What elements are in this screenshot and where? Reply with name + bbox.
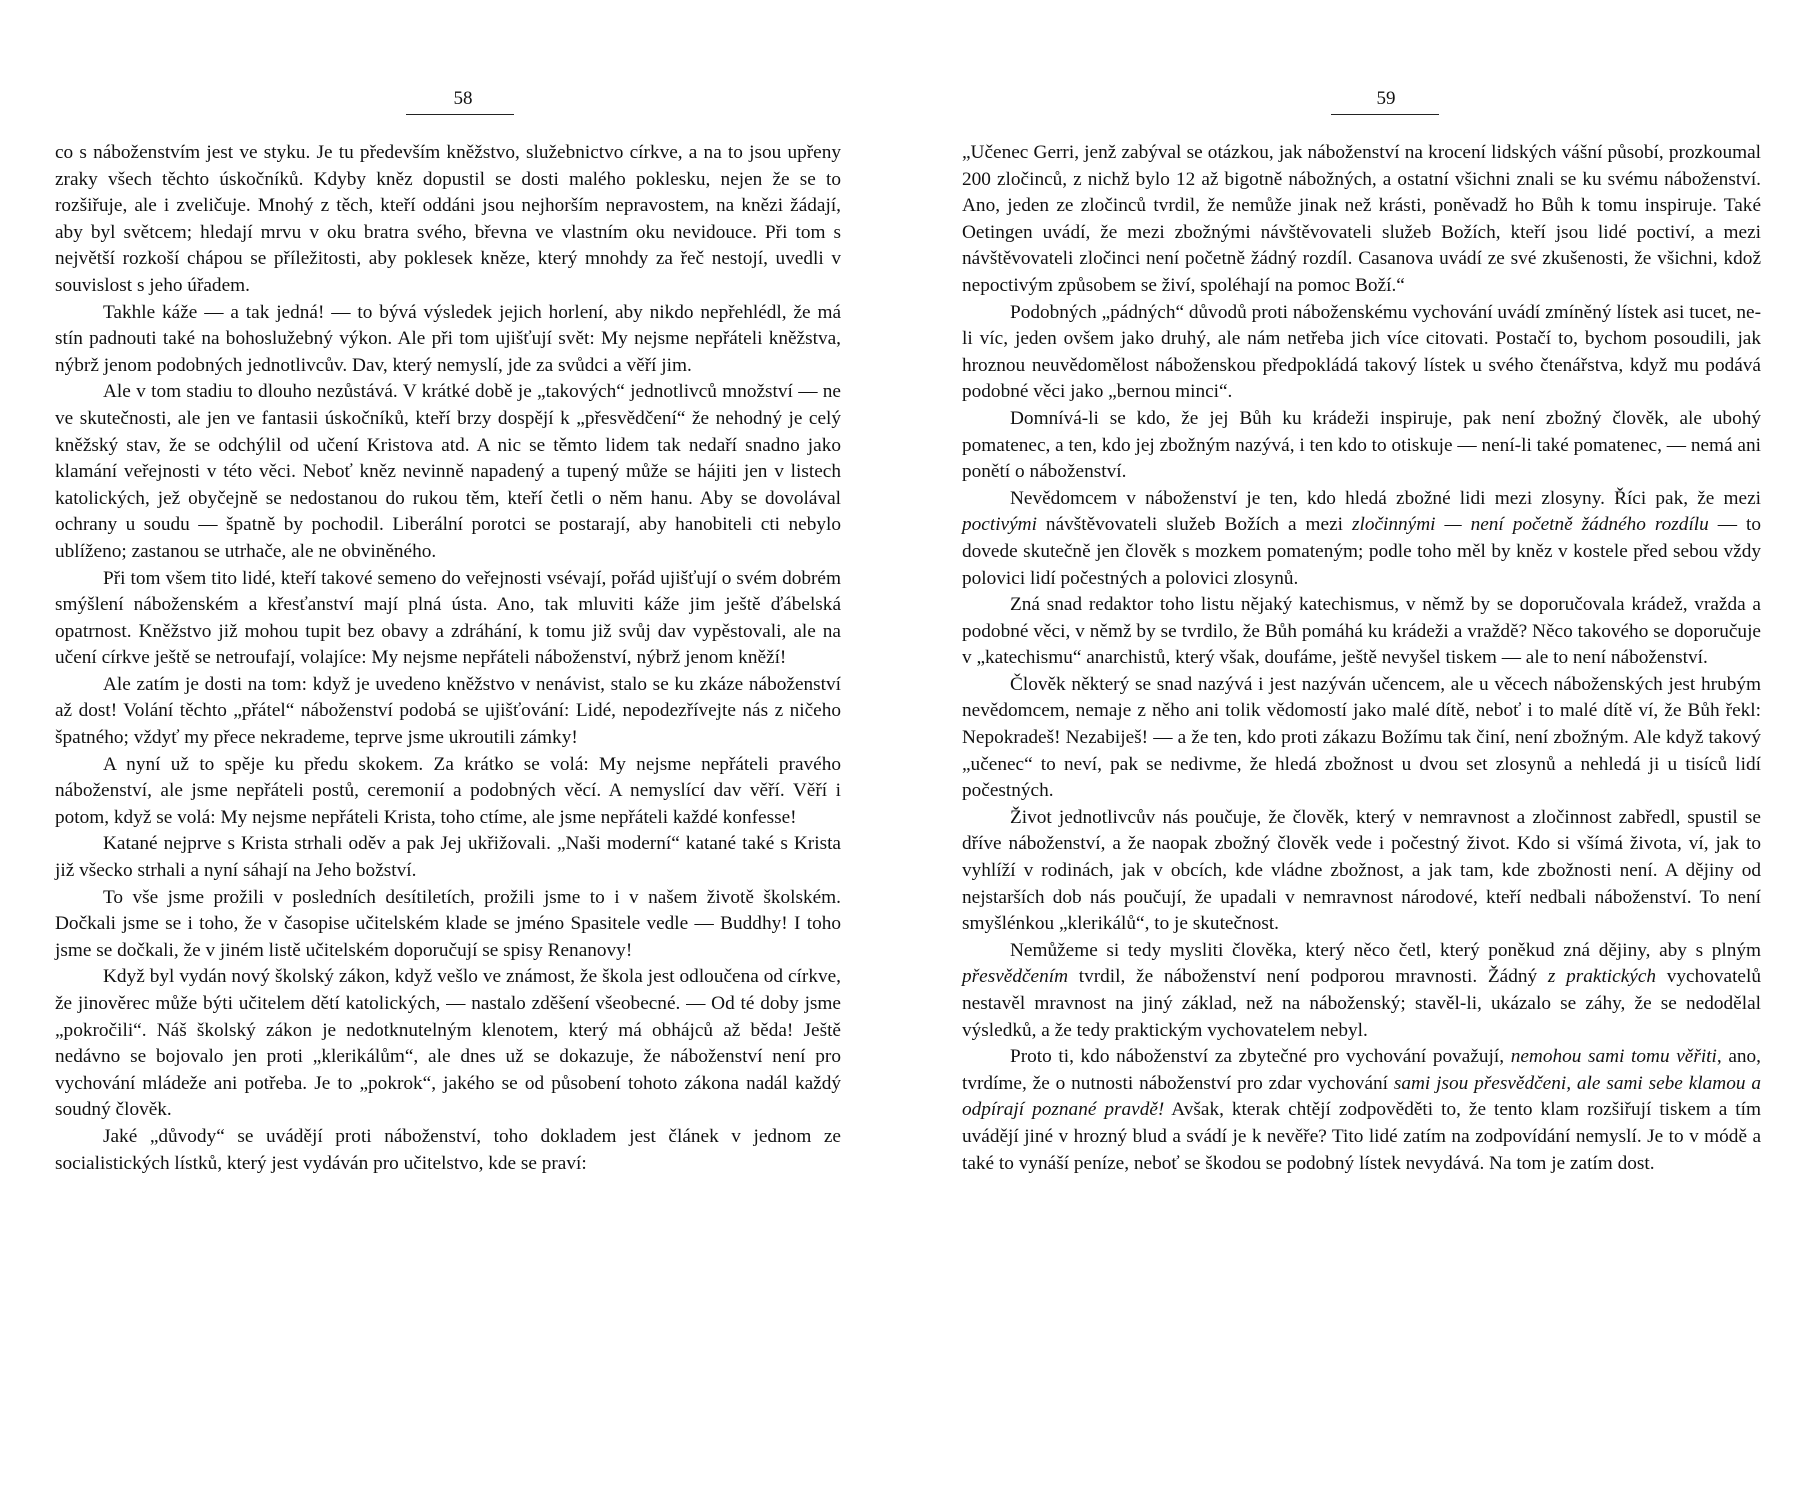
paragraph-text: Když byl vydán nový školský zákon, když vešlo ve známost, že škola jest odloučena od církve, že jinověrec může býti učitelem dětí katolických, — nastalo zděšení všeobecné. — Od té doby jsme „pokročili“. Náš školský zákon je nedotknutelným klenotem, který má obhájců až běda! Ještě nedávno se bojovalo jen proti „klerikálům“, ale dnes už se dokazuje, že náboženství není pro vychování mládeže ani potřeba. Je to „pokrok“, jakého se od působení tohoto zákona nadál každý soudný člověk. (55, 966, 841, 1121)
paragraph-text: vychovatelů nestavěl mravnost na jiný základ, než na náboženský; stavěl-li, ukázalo se záhy, že se nedodělal výsledků, a že tedy praktickým vychovatelem nebyl. (962, 966, 1761, 1041)
paragraph (55, 831, 841, 884)
italic-text: z praktických (1547, 966, 1657, 988)
page-number: 59 (1376, 88, 1396, 109)
paragraph-text: Podobných „pádných“ důvodů proti náboženskému vychování uvádí zmíněný lístek asi tucet, ne-li víc, jeden ovšem jako druhý, ale nám netřeba jich více citovati. Postačí to, bychom posoudili, jak hroznou neuvědomělost náboženskou předpokládá takový lístek u svého čtenářstva, když mu podává podobné věci jako „bernou minci“. (962, 301, 1761, 403)
paragraph-text: Jaké „důvody“ se uvádějí proti náboženství, toho dokladem jest článek v jednom ze socialistických lístků, který jest vydáván pro učitelstvo, kde se praví: (55, 1125, 841, 1174)
paragraph-text: tvrdil, že náboženství není podporou mravnosti. Žádný (1068, 966, 1548, 988)
paragraph (55, 379, 841, 565)
paragraph-text: Ale v tom stadiu to dlouho nezůstává. V krátké době je „takových“ jednotlivců množství — ne ve skutečnosti, ale jen ve fantasii úskočníků, kteří brzy dospějí k „přesvědčení“ že nehodný je celý kněžský stav, že se odchýlil od učení Kristova atd. A nic se těmto lidem tak nedaří snadno jako klamání veřejnosti v této věci. Neboť kněz nevinně napadený a tupený může se hájiti jen v listech katolických, jež obyčejně se nedostanou do rukou těm, kteří četli o něm hanu. Aby se dovolával ochrany u soudu — špatně by pochodil. Liberální porotci se postarají, aby hanobiteli cti nebylo ublíženo; zastanou se utrhače, ale ne obviněného. (55, 381, 841, 562)
paragraph-text: Nevědomcem v náboženství je ten, kdo hledá zbožné lidi mezi zlosyny. Říci pak, že mezi (1010, 487, 1761, 509)
paragraph-text: To vše jsme prožili v posledních desítiletích, prožili jsme to i v našem životě školském. Dočkali jsme se i toho, že v časopise učitelském klade se jméno Spasitele vedle — Buddhy! I toho jsme se dočkali, že v jiném listě učitelském doporučují se spisy Renanovy! (55, 886, 841, 961)
right-page-text (962, 140, 1761, 1177)
paragraph (962, 938, 1761, 1044)
header-rule (1331, 114, 1439, 115)
left-page-text (55, 140, 841, 1177)
paragraph-text: Člověk některý se snad nazývá i jest nazýván učencem, ale u věcech náboženských jest hrubým nevědomcem, nemaje z něho ani tolik vědomostí jako malé dítě, neboť i to malé dítě ví, že Bůh řekl: Nepokradeš! Nezabiješ! — a že ten, kdo proti zákazu Božímu tak činí, není zbožným. Ale když takový „učenec“ to neví, pak se nedivme, že hledá zbožnost u dvou set zlosynů a nehledá ji u tisíců lidí počestných. (962, 673, 1761, 802)
paragraph (962, 672, 1761, 805)
paragraph-text: Avšak, kterak chtějí zodpověděti to, že tento klam rozšiřují tiskem a tím uvádějí jiné v hrozný blud a svádí je k nevěře? Tito lidé zatím na zodpovídání nemyslí. Je to v módě a také to vynáší peníze, neboť se škodou se podobný lístek nevydává. Na tom je zatím dost. (962, 1099, 1761, 1174)
header-rule (406, 114, 514, 115)
paragraph (55, 140, 841, 300)
page-number: 58 (453, 88, 473, 109)
paragraph-text: Život jednotlivcův nás poučuje, že člověk, který v nemravnost a zločinnost zabředl, spustil se dříve náboženství, a že naopak zbožný člověk vede i počestný život. Kdo si všímá života, ví, jak to vyhlíží v rodinách, jak v obcích, kde vládne zbožnost, a jak tam, kde zbožnosti není. A dějiny od nejstarších dob nás poučují, že upadali v nemravnost národové, kteří nedbali náboženství. To není smyšlénkou „klerikálů“, to je skutečnost. (962, 806, 1761, 935)
paragraph (962, 140, 1761, 300)
paragraph (55, 566, 841, 672)
paragraph (962, 486, 1761, 592)
paragraph-text: Ale zatím je dosti na tom: když je uvedeno kněžstvo v nenávist, stalo se ku zkáze náboženství až dost! Volání těchto „přátel“ náboženství podobá se ujišťování: Lidé, nepodezřívejte nás z ničeho špatného; vždyť my přece nekrademe, teprve jsme ukroutili zámky! (55, 673, 841, 749)
italic-text: přesvědčením (962, 966, 1068, 988)
paragraph (962, 1044, 1761, 1177)
paragraph-text: , ano, tvrdíme, že o nutnosti náboženství pro zdar vychování (962, 1046, 1761, 1094)
italic-text: nemohou sami tomu věřiti (1510, 1046, 1717, 1068)
paragraph (962, 406, 1761, 486)
paragraph (962, 592, 1761, 672)
paragraph-text: co s náboženstvím jest ve styku. Je tu především kněžstvo, služebnictvo církve, a na to jsou upřeny zraky všech těchto úskočníků. Kdyby kněz dopustil se dosti malého poklesku, nejen že se to rozšiřuje, ale i zveličuje. Mnohý z těch, kteří oddáni jsou nejhorším nepravostem, na knězi žádají, aby byl světcem; hledají mrvu v oku bratra svého, břevna ve vlastním oku nevidouce. Při tom s největší rozkoší chápou se příležitosti, aby poklesek kněze, který mnohdy za řeč nestojí, uvedli v souvislost s jeho úřadem. (55, 142, 841, 296)
italic-text: poctivými (962, 514, 1037, 536)
paragraph-text: A nyní už to spěje ku předu skokem. Za krátko se volá: My nejsme nepřáteli pravého náboženství, ale jsme nepřáteli postů, ceremonií a podobných věcí. A nemyslící dav věří. Věří i potom, když se volá: My nejsme nepřáteli Krista, toho ctíme, ale jsme nepřáteli každé konfesse! (55, 753, 841, 828)
paragraph-text: návštěvovateli služeb Božích a mezi (1036, 514, 1352, 536)
paragraph (55, 300, 841, 380)
paragraph-text: Takhle káže — a tak jedná! — to bývá výsledek jejich horlení, aby nikdo nepřehlédl, že má stín padnouti také na bohoslužebný výkon. Ale při tom ujišťují svět: My nejsme nepřáteli kněžstva, nýbrž jenom podobných jednotlivcův. Dav, který nemyslí, jde za svůdci a věří jim. (55, 301, 841, 376)
paragraph (962, 300, 1761, 406)
paragraph-text: — to dovede skutečně jen člověk s mozkem pomateným; podle toho měl by kněz v kostele před sebou vždy polovici lidí počestných a polovici zlosynů. (962, 514, 1762, 589)
paragraph (55, 752, 841, 832)
paragraph-text: Katané nejprve s Krista strhali oděv a pak Jej ukřižovali. „Naši moderní“ katané také s Krista již všecko strhali a nyní sáhají na Jeho božství. (55, 833, 841, 882)
paragraph (55, 964, 841, 1124)
paragraph-text: „Učenec Gerri, jenž zabýval se otázkou, jak náboženství na krocení lidských vášní působí, prozkoumal 200 zločinců, z nichž bylo 12 až bigotně nábožných, a ostatní všichni znali se ku svému náboženství. Ano, jeden ze zločinců tvrdil, že nemůže jinak než krásti, poněvadž ho Bůh k tomu inspiruje. Také Oetingen uvádí, že mezi zbožnými návštěvovateli služeb Božích, kteří jsou lidé poctiví, a mezi návštěvovateli zločinci není početně žádný rozdíl. Casanova uvádí ze své zkušenosti, že všichni, kdož nepoctivým způsobem se živí, spoléhají na pomoc Boží.“ (962, 142, 1761, 296)
paragraph-text: Při tom všem tito lidé, kteří takové semeno do veřejnosti vsévají, pořád ujišťují o svém dobrém smýšlení náboženském a křesťanství mají plná ústa. Ano, tak mluviti káže jim ještě ďábelská opatrnost. Kněžstvo již mohou tupit bez obavy a zdráhání, k tomu již svůj dav vypěstovali, ale na učení církve ještě se netroufají, volajíce: My nejsme nepřáteli náboženství, nýbrž jenom kněží! (55, 567, 841, 669)
paragraph (55, 672, 841, 752)
paragraph-text: Proto ti, kdo náboženství za zbytečné pro vychování považují, (1010, 1046, 1511, 1068)
paragraph (962, 805, 1761, 938)
italic-text: sami jsou přesvědčeni, ale sami sebe klamou a odpírají poznané pravdě! (962, 1072, 1761, 1121)
italic-text: zločinnými — není početně žádného rozdílu (1351, 514, 1709, 536)
paragraph-text: Nemůžeme si tedy mysliti člověka, který něco četl, který poněkud zná dějiny, aby s plným (1010, 939, 1761, 961)
paragraph-text: Domnívá-li se kdo, že jej Bůh ku krádeži inspiruje, pak není zbožný člověk, ale ubohý pomatenec, a ten, kdo jej zbožným nazývá, i ten kdo to otiskuje — není-li také pomatenec, — nemá ani ponětí o náboženství. (962, 407, 1761, 483)
paragraph (55, 885, 841, 965)
paragraph-text: Zná snad redaktor toho listu nějaký katechismus, v němž by se doporučovala krádež, vražda a podobné věci, v němž by se tvrdilo, že Bůh pomáhá ku krádeži a vraždě? Něco takového se doporučuje v „katechismu“ anarchistů, který však, doufáme, ještě nevyšel tiskem — ale to není náboženství. (962, 594, 1761, 669)
right-page (907, 0, 1814, 1500)
paragraph (55, 1124, 841, 1177)
